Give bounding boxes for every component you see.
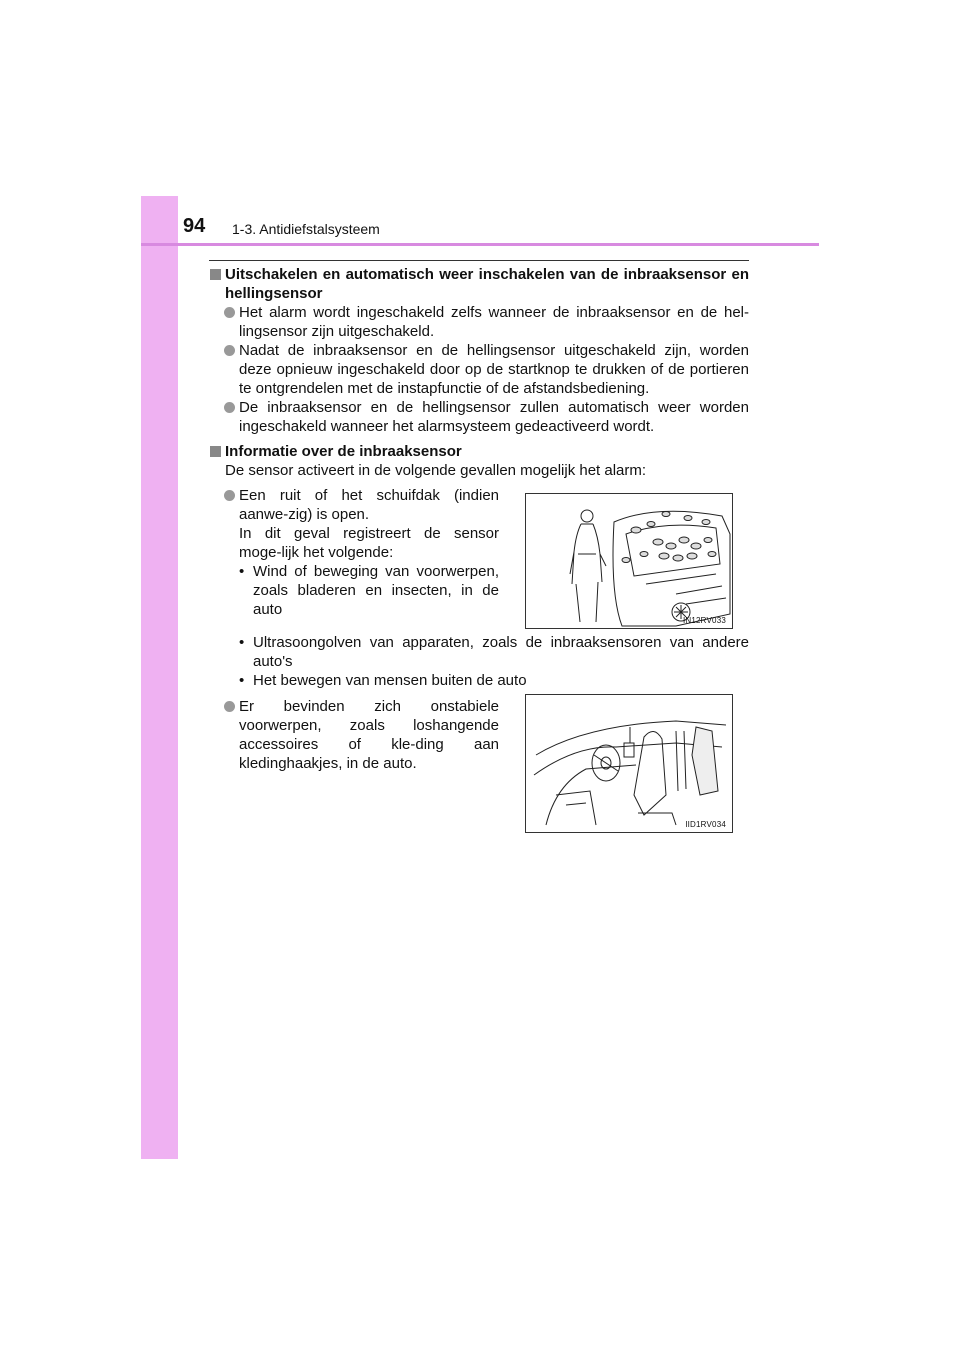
interior-illustration: [525, 694, 733, 833]
sub-list-item: • Het bewegen van mensen buiten de auto: [239, 672, 527, 689]
sub-list-item: • Wind of beweging van voorwerpen, zoals bladeren en insecten, in de auto: [239, 563, 499, 618]
list-item-text: Er bevinden zich onstabiele voorwerpen, zoals loshangende accessoires of kle-ding aan kledinghaakjes, in de auto.: [239, 698, 499, 772]
sub-list-item-text: Ultrasoongolven van apparaten, zoals de inbraaksensoren van andere auto's: [253, 634, 749, 670]
round-bullet-icon: [224, 701, 235, 712]
intro-text: De sensor activeert in de volgende gevallen mogelijk het alarm:: [225, 462, 647, 479]
sub-list-item-text: Wind of beweging van voorwerpen, zoals bladeren en insecten, in de auto: [253, 563, 499, 618]
list-item-continuation: [209, 524, 499, 562]
content-rule: [209, 260, 749, 261]
sunroof-illustration: [525, 493, 733, 629]
figure-code: IID1RV034: [685, 820, 726, 829]
list-item-text: Een ruit of het schuifdak (indien aanwe-zig) is open.: [239, 487, 499, 523]
sub-list-item: • Ultrasoongolven van apparaten, zoals de inbraaksensoren van andere auto's: [239, 634, 749, 670]
list-item: [209, 303, 749, 341]
header-rule: [141, 243, 819, 246]
list-item-text: De inbraaksensor en de hellingsensor zullen automatisch weer worden ingeschakeld wanneer het alarmsysteem gedeactiveerd wordt.: [239, 399, 749, 435]
section-heading: [209, 265, 749, 303]
list-item: [209, 697, 499, 773]
round-bullet-icon: [224, 490, 235, 501]
chapter-side-band: [141, 196, 178, 1159]
figure-code: IN12RV033: [682, 616, 726, 625]
heading-text: Informatie over de inbraaksensor: [225, 443, 462, 460]
sub-list-item-text: Het bewegen van mensen buiten de auto: [253, 672, 527, 689]
list-item: [209, 341, 749, 398]
text-column: [209, 697, 499, 773]
text-column: [209, 486, 499, 619]
round-bullet-icon: [224, 402, 235, 413]
list-item: [209, 398, 749, 436]
list-item: [209, 486, 499, 524]
list-item-text: Het alarm wordt ingeschakeld zelfs wanneer de inbraaksensor en de hel-lingsensor zijn uitgeschakeld.: [239, 304, 749, 340]
section-heading: [209, 442, 749, 461]
round-bullet-icon: [224, 345, 235, 356]
square-bullet-icon: [210, 269, 221, 280]
square-bullet-icon: [210, 446, 221, 457]
list-item-text: Nadat de inbraaksensor en de hellingsensor uitgeschakeld zijn, worden deze opnieuw ingeschakeld door op de startknop te drukken of de portieren te ontgrendelen met de instapfunctie of de afstandsbediening.: [239, 342, 749, 397]
round-bullet-icon: [224, 307, 235, 318]
page-number: 94: [183, 215, 206, 237]
heading-text: Uitschakelen en automatisch weer inschakelen van de inbraaksensor en hellingsensor: [225, 266, 749, 302]
list-item-text: In dit geval registreert de sensor moge-lijk het volgende:: [239, 525, 499, 561]
section-title: 1-3. Antidiefstalsysteem: [232, 221, 380, 237]
